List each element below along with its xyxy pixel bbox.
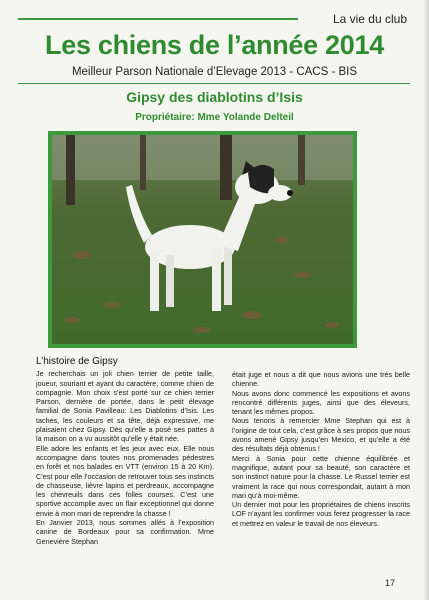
article-heading: L’histoire de Gipsy [36, 356, 118, 367]
dog-name: Gipsy des diablotins d’Isis [126, 89, 303, 105]
owner-line: Propriétaire: Mme Yolande Delteil [135, 112, 294, 123]
article-column-left [36, 357, 214, 546]
page-subtitle: Meilleur Parson Nationale d’Elevage 2013 - CACS - BIS [71, 66, 358, 78]
article-column-right [232, 370, 410, 528]
article-paragraph: Nous avons donc commencé les expositions et avons rencontré différents juges, ainsi que des éleveurs, tenant les mêmes propos. [232, 388, 410, 417]
top-rule [18, 18, 298, 20]
page-title: Les chiens de l’année 2014 [45, 30, 384, 60]
article-paragraph: Nous tenons à remercier Mme Stephan qui est à l’origine de tout cela, c’est grâce à ses propos que nous avons amené Gipsy jusqu’en Mexico, et qu’elle a été des résultats déjà obtenus ! [232, 416, 410, 454]
section-label: La vie du club [332, 12, 407, 26]
page-number: 17 [384, 578, 395, 588]
article-paragraph: Elle adore les enfants et les jeux avec eux. Elle nous accompagne dans toutes nos promenades pédestres en forêt et nos balades en VTT (environ 15 à 20 Km). C’est pour elle l’occasion de retrouver tous ses instincts de chasseuse, lièvre lapins et perdreaux, accompagne les chevreuils dans ces folles courses. C’est une sportive accomplie avec un flair exceptionnel qui donne envie à mon mari de reprendre la chasse ! [36, 443, 214, 518]
article-paragraph: Merci à Sonia pour cette chienne équilibrée et magnifique, autant pour sa beauté, son caractère et son instinct nature pour la chasse. Le Russel terrier est vraiment la race qui nous correspondait, autant à mon mari qu’à moi-même. [232, 453, 410, 500]
dog-photo [48, 131, 357, 348]
title-divider [18, 83, 410, 84]
article-paragraph: Je recherchais un joli chien terrier de petite taille, joueur, souriant et ayant du caractère, comme chien de compagnie. Mon choix s’est porté sur ce chien terrier Parson, dernière de portée, dans le petit élevage familial de Sonia Pavilleau: Les Diablotins d’Isis. Les taches, les couleurs et sa tête, déjà expressive, me plaisaient chez Gipsy. Dès qu’elle a posé ses pattes à la maison on a vu aussitôt qu’elle y était née. [36, 369, 214, 444]
article-paragraph: Un dernier mot pour les propriétaires de chiens inscrits LOF n’ayant les confirmer vous ferez progresser la race et mettrez en valeur le travail de nos éleveurs. [232, 500, 410, 528]
dog-photo-illustration [52, 135, 353, 344]
article-paragraph: En Janvier 2013, nous sommes allés à l’exposition canine de Bordeaux pour sa confirmation. Mme Genevière Stephan [36, 518, 214, 546]
article-paragraph: était juge et nous a dit que nous avions une très belle chienne. [232, 370, 410, 389]
